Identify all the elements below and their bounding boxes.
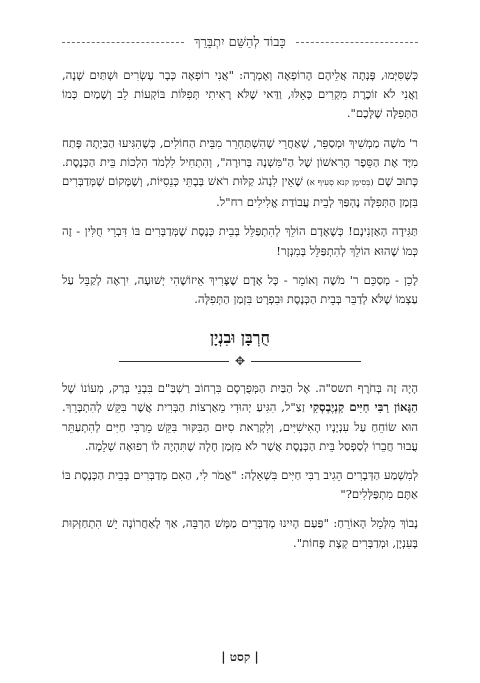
- paragraph: לְמִשְׁמַע הַדְּבָרִים הֵגִיב רַבִּי חַיִּים בִּשְׁאֵלָה: "אֱמֹר לִי, הַאִם מְדַבְּרִים בְּבֵית הַכְּנֶסֶת בּוֹ אַתֶּם מִתְפַּלְּלִים?": [62, 468, 418, 502]
- paragraph-text: זַצַ"ל, הִגִּיעַ יְהוּדִי מֵאַרְצוֹת הַבְּרִית אֲשֶׁר בִּקֵּשׁ לְהִתְבָּרֵךְ. הוּא שׂוֹחֵחַ עַל עִנְיָנָיו הָאִישִׁיִּים, וְלִקְרַאת סִיּוּם הַבִּקּוּר בִּקֵּשׁ מֵרַבִּי חַיִּים לְהִתְעַתֵּר עֲבוּר חֲבֵרוֹ לְסַפְסַל בֵּית הַכְּנֶסֶת אֲשֶׁר לֹא מִזְּמַן חָלָה שֶׁתִּהְיֶה לוֹ רְפוּאָה שְׁלֵמָה.: [62, 400, 418, 453]
- page-body: [62, 66, 418, 563]
- paragraph-text: הָיָה זֶה בְּחֹרֶף תשס"ה. אֶל הַבַּיִת הַמְּפֻרְסָם בִּרְחוֹב רַשְׁבַּ"ם בִּבְנֵי בְּרַק, מְעוֹנוֹ שֶׁל: [62, 381, 418, 396]
- divider-line-right: [251, 361, 361, 362]
- paragraph: נָבוֹךְ מִלְּמֵל הָאוֹרֵחַ: "פַּעַם הָיִינוּ מְדַבְּרִים מַמָּשׁ הַרְבֵּה, אַךְ לָאַחֲרוֹנָה יֵשׁ הִתְחַזְּקוּת בָּעִנְיָן, וּמְדַבְּרִים קְצָת פָּחוֹת".: [62, 516, 418, 550]
- section-title: חֻרְבָּן וּבִנְיָן: [210, 328, 270, 348]
- section-divider: [62, 355, 418, 367]
- header-title: כָּבוֹד לְהַשֵּׁם יִתְבָּרֵךְ: [194, 35, 286, 50]
- ornament-icon: ✥: [234, 354, 246, 369]
- paragraph: תַּגִּידָה הָאַזְנִינָם! כְּשֶׁאָדָם הוֹלֵךְ לְהִתְפַּלֵּל בְּבֵית כְּנֶסֶת שֶׁמְּדַבְּרִים בּוֹ דִּבְרֵי חֻלִּין - זֶה כְּמוֹ שֶׁהוּא הוֹלֵךְ לְהִתְפַּלֵּל בְּמִנְזָר!: [62, 224, 418, 258]
- page-number: | קסט |: [221, 650, 259, 664]
- header-rule-left: [62, 42, 184, 43]
- paragraph: כְּשֶׁסִּיְּמוּ, פָּנְתָה אֲלֵיהֶם הָרוֹפְאָה וְאָמְרָה: "אֲנִי רוֹפְאָה כְּבָר עֶשְׂרִים וּשְׁתַּיִם שָׁנָה, וַאֲנִי לֹא זוֹכֶרֶת מִקְרִים כָּאֵלּוּ, וַדַּאי שֶׁלֹּא רָאִיתִי תְּפִלּוֹת בּוֹקְעוֹת לֵב וְשֶׁמַיִם כְּמוֹ הַתְּפִלָּה שֶׁלָּכֶם".: [62, 68, 418, 121]
- paragraph-text: ר' מֹשֶׁה מַמְשִׁיךְ וּמְסַפֵּר, שֶׁאַחֲרֵי שֶׁהִשְׁתַּחְרֵר מִבֵּית הַחוֹלִים, כְּשֶׁהִגִּיעוּ הַבַּיְתָה פָּתַח מִיָּד אֶת הַסֵּפֶר הָרִאשׁוֹן שֶׁל הַ"מִּשְׁנָה בְּרוּרָה", וְהִתְחִיל לִלְמֹד הִלְכוֹת בֵּית הַכְּנֶסֶת. כָּתוּב שָׁם: [62, 135, 418, 189]
- header-rule-right: [296, 42, 418, 43]
- paragraph: [62, 134, 418, 213]
- divider-line-left: [119, 361, 229, 362]
- source-reference: (בְּסִימָן קנא סְעִיף א): [306, 178, 374, 189]
- paragraph: [62, 379, 418, 456]
- rabbi-name: הַגָּאוֹן רַבִּי חַיִּים קַנְיֶבְסְקִי: [309, 400, 418, 415]
- paragraph: לָכֵן - מְסַכֵּם ר' מֹשֶׁה וְאוֹמֵר - כָּל אָדָם שֶׁצָּרִיךְ אֵיזוֹשֶׁהִי יְשׁוּעָה, יִרְאֶה לְקַבֵּל עַל עַצְמוֹ שֶׁלֹּא לְדַבֵּר בְּבֵית הַכְּנֶסֶת וּבִפְרָט בִּזְמַן הַתְּפִלָּה.: [62, 272, 418, 307]
- paragraph-text: שֶׁאֵין לִנְהֹג קַלּוּת רֹאשׁ בְּבָתֵּי כְּנֵסִיּוֹת, וְשֶׁמָּקוֹם שֶׁמְּדַבְּרִים בִּזְמַן הַתְּפִלָּה נֶהְפַּךְ לְבֵית עֲבוֹדַת אֱלִילִים רח"ל.: [62, 174, 418, 210]
- running-header: [62, 34, 418, 50]
